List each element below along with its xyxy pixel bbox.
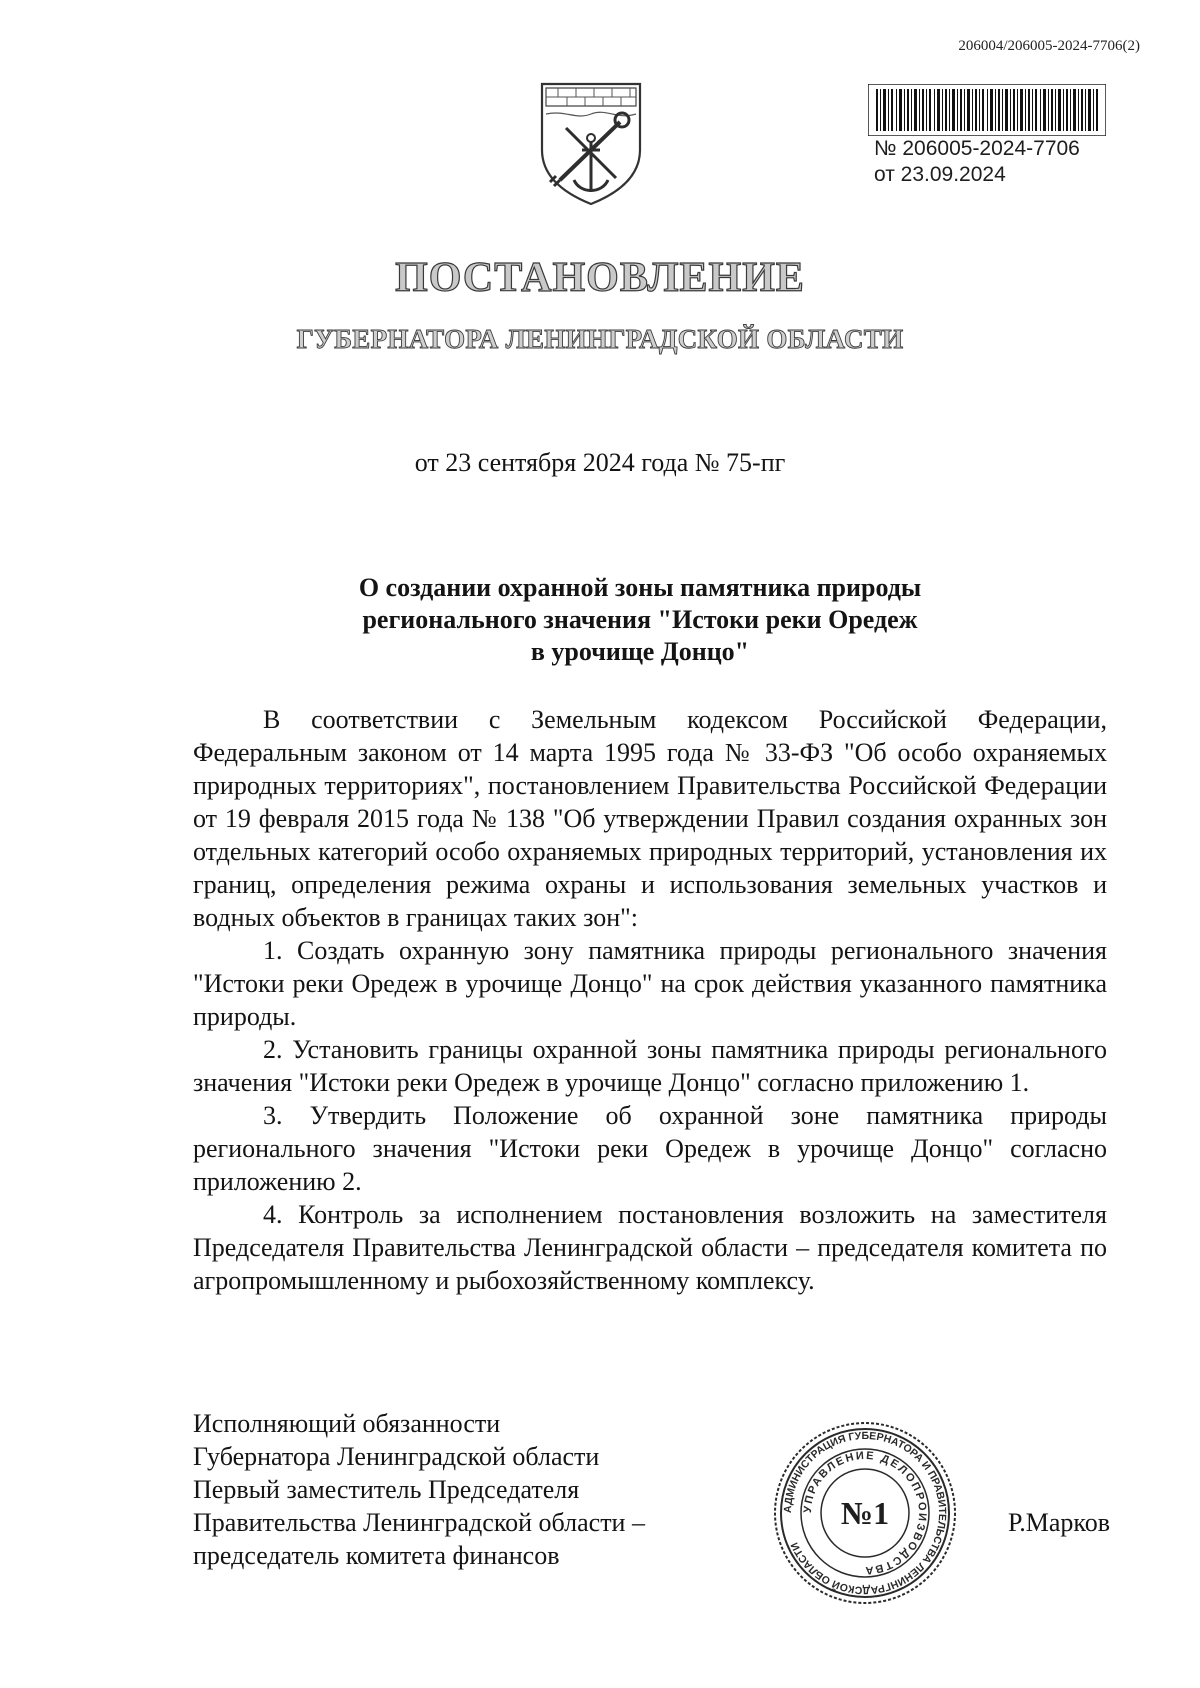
- order-item: 2. Установить границы охранной зоны памятника природы регионального значения "Истоки реки Оредеж в урочище Донцо" согласно приложению 1.: [193, 1035, 1107, 1097]
- subject-line: в урочище Донцо": [530, 637, 750, 666]
- subject-line: О создании охранной зоны памятника природы: [358, 573, 922, 602]
- order-item: 3. Утвердить Положение об охранной зоне памятника природы регионального значения "Истоки реки Оредеж в урочище Донцо" согласно приложению 2.: [193, 1101, 1107, 1196]
- order-item: 4. Контроль за исполнением постановления возложить на заместителя Председателя Правительства Ленинградской области – председателя комитета по агропромышленному и рыбохозяйственному комплексу.: [193, 1200, 1107, 1295]
- order-item: 1. Создать охранную зону памятника природы регионального значения "Истоки реки Оредеж в урочище Донцо" на срок действия указанного памятника природы.: [193, 936, 1107, 1031]
- document-type-heading: ПОСТАНОВЛЕНИЕ: [395, 255, 805, 301]
- registration-code: 206004/206005-2024-7706(2): [958, 38, 1140, 54]
- preamble-paragraph: В соответствии с Земельным кодексом Российской Федерации, Федеральным законом от 14 марта 1995 года № 33-ФЗ "Об особо охраняемых природных территориях", постановлением Правительства Российской Федерации от 19 февраля 2015 года № 138 "Об утверждении Правил создания охранных зон отдельных категорий особо охраняемых природных территорий, установления их границ, определения режима охраны и использования земельных участков и водных объектов в границах таких зон":: [193, 705, 1107, 932]
- document-date-number: от 23 сентября 2024 года № 75-пг: [414, 448, 786, 477]
- stamp-number: №1: [840, 1495, 890, 1531]
- signatory-title-line: председатель комитета финансов: [193, 1541, 560, 1570]
- signatory-title-line: Правительства Ленинградской области –: [193, 1508, 645, 1537]
- registration-number: № 206005-2024-7706: [874, 137, 1080, 160]
- subject-line: регионального значения "Истоки реки Оредеж: [362, 605, 918, 634]
- signatory-title: [193, 1407, 645, 1572]
- stamp-inner-text: УПРАВЛЕНИЕ ДЕЛОПРОИЗВОДСТВА: [801, 1449, 929, 1577]
- stamp-ring-text: АДМИНИСТРАЦИЯ ГУБЕРНАТОРА И ПРАВИТЕЛЬСТВА ЛЕНИНГРАДСКОЙ ОБЛАСТИ: [781, 1429, 949, 1597]
- signatory-title-line: Исполняющий обязанности: [193, 1409, 501, 1438]
- official-stamp-icon: [770, 1418, 960, 1608]
- coat-of-arms-icon: [536, 80, 646, 208]
- signatory-title-line: Первый заместитель Председателя: [193, 1475, 580, 1504]
- document-subject: [190, 572, 1090, 668]
- issuing-authority-heading: ГУБЕРНАТОРА ЛЕНИНГРАДСКОЙ ОБЛАСТИ: [296, 324, 904, 354]
- registration-date: от 23.09.2024: [874, 163, 1006, 186]
- document-body: [193, 703, 1107, 1297]
- barcode-icon: [868, 84, 1106, 136]
- signatory-name: Р.Марков: [1008, 1508, 1110, 1537]
- signatory-title-line: Губернатора Ленинградской области: [193, 1442, 600, 1471]
